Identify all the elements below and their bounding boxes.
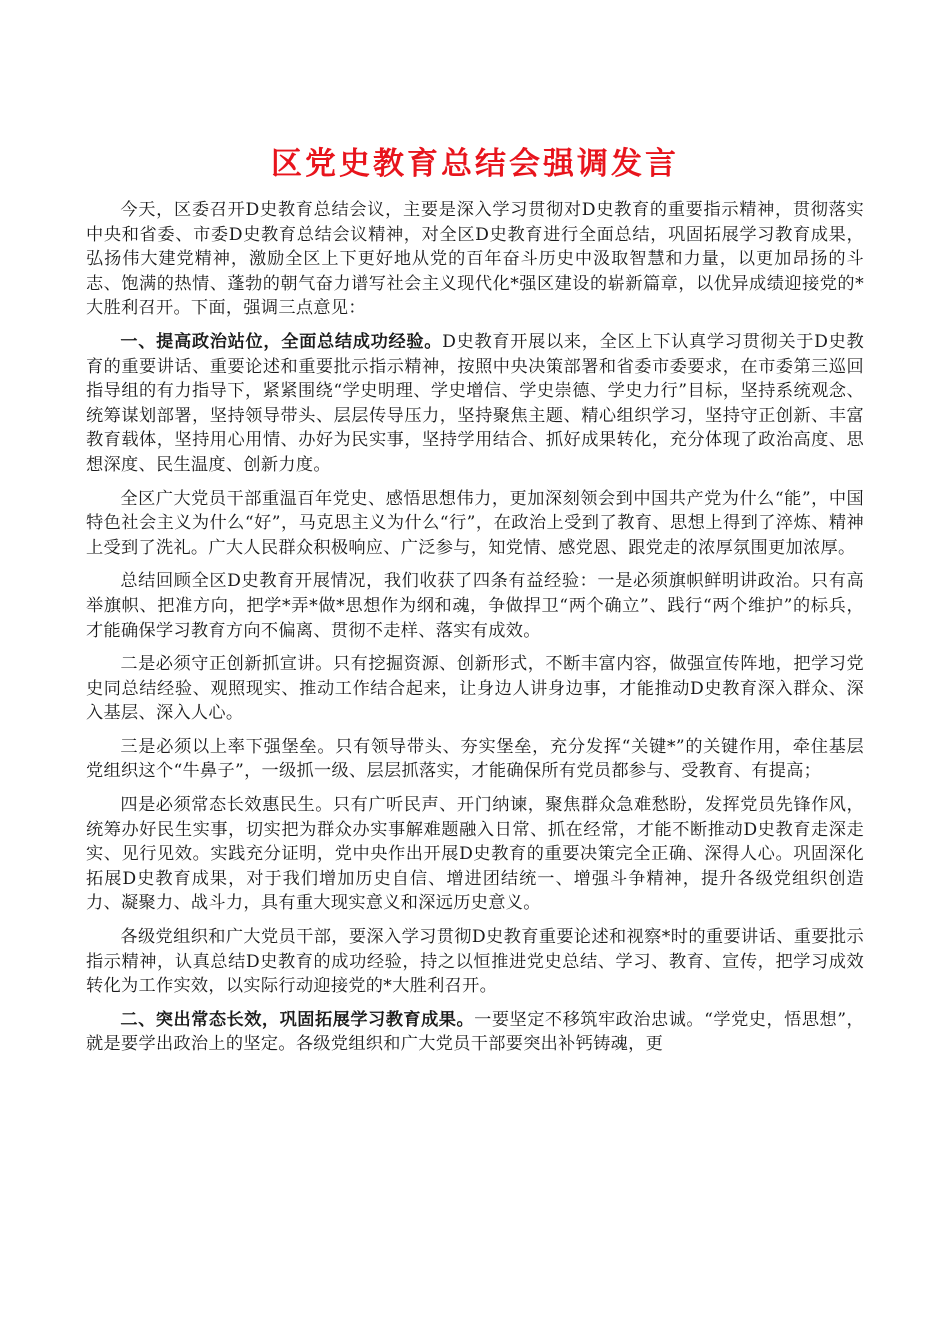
paragraph-section-1 xyxy=(86,330,864,478)
paragraph xyxy=(86,793,864,916)
paragraph-text: 四是必须常态长效惠民生。只有广听民声、开门纳谏，聚焦群众急难愁盼，发挥党员先锋作风，统筹办好民生实事，切实把为群众办实事解难题融入日常、抓在经常，才能不断推动D史教育走深走实、见行见效。实践充分证明，党中央作出开展D史教育的重要决策完全正确、深得人心。巩固深化拓展D史教育成果，对于我们增加历史自信、增进团结统一、增强斗争精神，提升各级党组织创造力、凝聚力、战斗力，具有重大现实意义和深远历史意义。 xyxy=(86,795,864,914)
paragraph-text: 今天，区委召开D史教育总结会议，主要是深入学习贯彻对D史教育的重要指示精神，贯彻落实中央和省委、市委D史教育总结会议精神，对全区D史教育进行全面总结，巩固拓展学习教育成果，弘扬伟大建党精神，激励全区上下更好地从党的百年奋斗历史中汲取智慧和力量，以更加昂扬的斗志、饱满的热情、蓬勃的朝气奋力谱写社会主义现代化*强区建设的崭新篇章，以优异成绩迎接党的*大胜利召开。下面，强调三点意见： xyxy=(86,200,864,319)
paragraph-text: 二是必须守正创新抓宣讲。只有挖掘资源、创新形式，不断丰富内容，做强宣传阵地，把学习党史同总结经验、观照现实、推动工作结合起来，让身边人讲身边事，才能推动D史教育深入群众、深入基层、深入人心。 xyxy=(86,654,864,724)
paragraph-text: 各级党组织和广大党员干部，要深入学习贯彻D史教育重要论述和视察*时的重要讲话、重要批示指示精神，认真总结D史教育的成功经验，持之以恒推进党史总结、学习、教育、宣传，把学习成效转化为工作实效，以实际行动迎接党的*大胜利召开。 xyxy=(86,927,864,997)
paragraph-text: 一要坚定不移筑牢政治忠诚。“学党史，悟思想”，就是要学出政治上的坚定。各级党组织和广大党员干部要突出补钙铸魂，更 xyxy=(86,1009,864,1055)
paragraph xyxy=(86,569,864,643)
paragraph-section-2 xyxy=(86,1008,864,1057)
document-body xyxy=(86,198,864,1066)
paragraph-text: 全区广大党员干部重温百年党史、感悟思想伟力，更加深刻领会到中国共产党为什么“能”，中国特色社会主义为什么“好”，马克思主义为什么“行”，在政治上受到了教育、思想上得到了淬炼、精神上受到了洗礼。广大人民群众积极响应、广泛参与，知党情、感党恩、跟党走的浓厚氛围更加浓厚。 xyxy=(86,488,864,558)
paragraph-text: 总结回顾全区D史教育开展情况，我们收获了四条有益经验：一是必须旗帜鲜明讲政治。只有高举旗帜、把准方向，把学*弄*做*思想作为纲和魂，争做捍卫“两个确立”、践行“两个维护”的标兵，才能确保学习教育方向不偏离、贯彻不走样、落实有成效。 xyxy=(86,571,864,641)
paragraph xyxy=(86,487,864,561)
paragraph-text: D史教育开展以来，全区上下认真学习贯彻关于D史教育的重要讲话、重要论述和重要批示指示精神，按照中央决策部署和省委市委要求，在市委第三巡回指导组的有力指导下，紧紧围绕“学史明理、学史增信、学史崇德、学史力行”目标，坚持系统观念、统筹谋划部署，坚持领导带头、层层传导压力，坚持聚焦主题、精心组织学习，坚持守正创新、丰富教育载体，坚持用心用情、办好为民实事，坚持学用结合、抓好成果转化，充分体现了政治高度、思想深度、民生温度、创新力度。 xyxy=(86,331,864,475)
paragraph xyxy=(86,925,864,999)
section-heading: 一、提高政治站位，全面总结成功经验。 xyxy=(120,331,443,352)
section-heading: 二、突出常态长效，巩固拓展学习教育成果。 xyxy=(120,1009,475,1030)
paragraph-text: 三是必须以上率下强堡垒。只有领导带头、夯实堡垒，充分发挥“关键*”的关键作用，牵住基层党组织这个“牛鼻子”，一级抓一级、层层抓落实，才能确保所有党员都参与、受教育、有提高； xyxy=(86,736,864,782)
paragraph-intro xyxy=(86,198,864,321)
paragraph xyxy=(86,652,864,726)
document-title: 区党史教育总结会强调发言 xyxy=(271,146,679,182)
paragraph xyxy=(86,735,864,784)
